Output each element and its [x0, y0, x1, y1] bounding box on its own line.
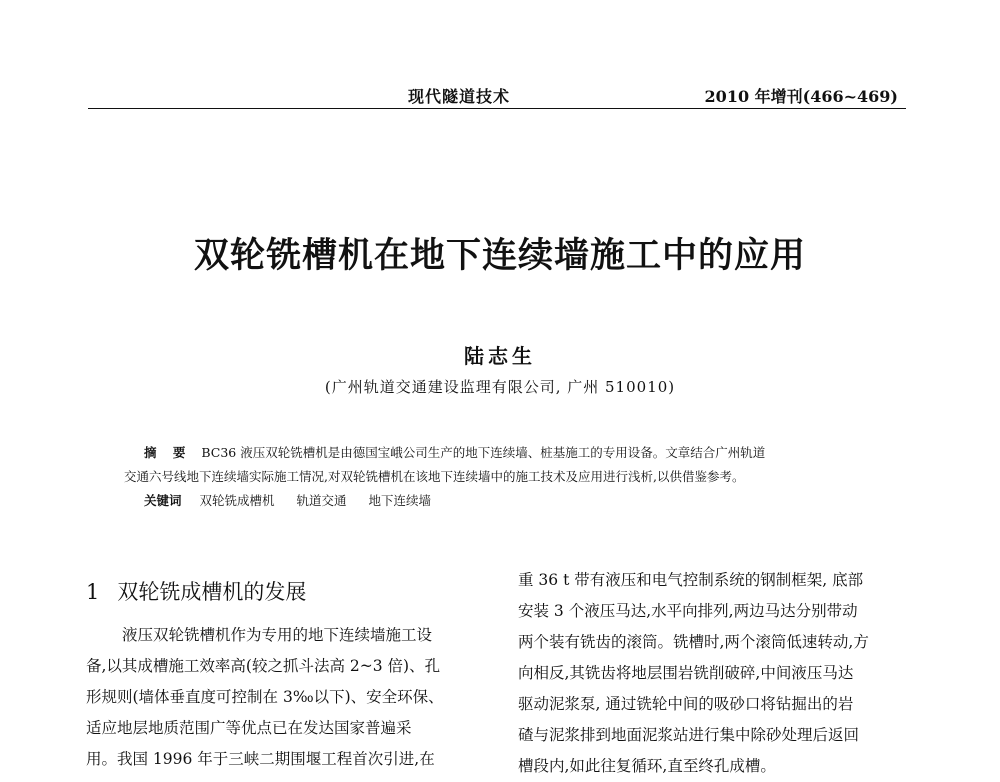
keyword: 地下连续墙 — [368, 493, 432, 508]
body-column-left — [86, 572, 490, 775]
section-number: 1 — [86, 580, 100, 604]
abstract-text: 交通六号线地下连续墙实际施工情况,对双轮铣槽机在该地下连续墙中的施工技术及应用进行浅析,以供借鉴参考。 — [124, 469, 745, 484]
paper-title: 双轮铣槽机在地下连续墙施工中的应用 — [193, 235, 806, 276]
keywords-line — [124, 489, 888, 513]
issue-info: 2010 年增刊(466~469) — [704, 87, 898, 106]
section-title: 双轮铣成槽机的发展 — [117, 580, 307, 604]
paragraph-line: 用。我国 1996 年于三峡二期围堰工程首次引进,在 — [86, 750, 435, 768]
paragraph-line: 向相反,其铣齿将地层围岩铣削破碎,中间液压马达 — [518, 664, 854, 682]
running-header — [88, 82, 906, 109]
paragraph-line: 备,以其成槽施工效率高(较之抓斗法高 2~3 倍)、孔 — [86, 657, 441, 675]
abstract-label: 摘 要 — [144, 445, 192, 460]
paragraph-line: 适应地层地质范围广等优点已在发达国家普遍采 — [86, 719, 412, 737]
section-heading — [86, 572, 490, 612]
author-affiliation: (广州轨道交通建设监理有限公司, 广州 510010) — [324, 378, 676, 396]
paragraph-line: 两个装有铣齿的滚筒。铣槽时,两个滚筒低速转动,方 — [518, 633, 869, 651]
paragraph-line: 驱动泥浆泵, 通过铣轮中间的吸砂口将钻掘出的岩 — [518, 695, 854, 713]
abstract-line — [124, 441, 888, 465]
paragraph-line: 液压双轮铣槽机作为专用的地下连续墙施工设 — [122, 626, 433, 644]
paragraph-line: 安装 3 个液压马达,水平向排列,两边马达分别带动 — [518, 602, 858, 620]
abstract-text: BC36 液压双轮铣槽机是由德国宝峨公司生产的地下连续墙、桩基施工的专用设备。文章结合广州轨道 — [201, 445, 766, 460]
keyword: 轨道交通 — [296, 493, 347, 508]
author-name: 陆志生 — [464, 344, 536, 368]
paragraph-line: 槽段内,如此往复循环,直至终孔成槽。 — [518, 757, 776, 775]
abstract-line — [124, 465, 888, 489]
journal-name: 现代隧道技术 — [408, 87, 511, 106]
body-column-right — [518, 565, 918, 782]
paragraph-line: 形规则(墙体垂直度可控制在 3‰以下)、安全环保、 — [86, 688, 444, 706]
abstract — [124, 441, 888, 513]
keywords-label: 关键词 — [144, 493, 182, 508]
keyword: 双轮铣成槽机 — [199, 493, 275, 508]
paragraph-line: 重 36 t 带有液压和电气控制系统的钢制框架, 底部 — [518, 571, 864, 589]
paragraph-line: 碴与泥浆排到地面泥浆站进行集中除砂处理后返回 — [518, 726, 860, 744]
